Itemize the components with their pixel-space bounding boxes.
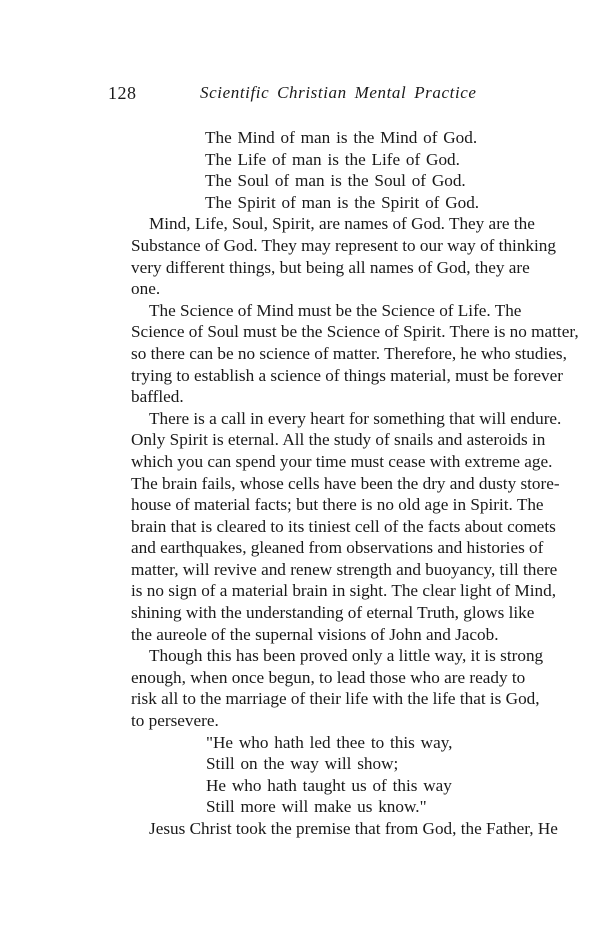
text-line: the aureole of the supernal visions of John and Jacob. (131, 624, 499, 644)
text-line: Mind, Life, Soul, Spirit, are names of God. They are the (149, 214, 535, 234)
text-line: risk all to the marriage of their life with the life that is God, (131, 689, 540, 709)
verse-line: Still more will make us know." (206, 797, 427, 817)
text-line: one. (131, 279, 161, 299)
text-line: The Science of Mind must be the Science of Life. The (149, 300, 522, 320)
text-line: brain that is cleared to its tiniest cell of the facts about comets (131, 516, 556, 536)
paragraph-names-of-god (113, 213, 556, 299)
text-line: house of material facts; but there is no old age in Spirit. The (131, 495, 544, 515)
book-title: Scientific Christian Mental Practice (200, 83, 477, 102)
paragraph-jesus-christ (113, 818, 558, 840)
paragraph-science-of-mind (113, 300, 579, 408)
text-line: is no sign of a material brain in sight. The clear light of Mind, (131, 581, 556, 601)
text-line: The brain fails, whose cells have been the dry and dusty store- (131, 473, 560, 493)
verse-line: He who hath taught us of this way (206, 775, 452, 795)
text-line: so there can be no science of matter. Therefore, he who studies, (131, 343, 567, 363)
verse-line: The Soul of man is the Soul of God. (205, 171, 466, 191)
page-number: 128 (108, 83, 137, 103)
verse-line: The Life of man is the Life of God. (205, 149, 460, 169)
text-line: Only Spirit is eternal. All the study of snails and asteroids in (131, 430, 546, 450)
verse-line: Still on the way will show; (206, 754, 399, 774)
text-line: Science of Soul must be the Science of Spirit. There is no matter, (131, 322, 579, 342)
text-line: which you can spend your time must cease with extreme age. (131, 451, 553, 471)
verse-line: The Spirit of man is the Spirit of God. (205, 192, 480, 212)
verse-hymn-quote (113, 732, 518, 818)
text-line: Jesus Christ took the premise that from God, the Father, He (149, 819, 558, 838)
text-line: Substance of God. They may represent to our way of thinking (131, 235, 556, 255)
text-line: trying to establish a science of things material, must be forever (131, 365, 563, 385)
verse-line: The Mind of man is the Mind of God. (205, 128, 478, 147)
running-head (108, 83, 518, 107)
text-line: matter, will revive and renew strength and buoyancy, till there (131, 559, 558, 579)
text-line: enough, when once begun, to lead those who are ready to (131, 667, 526, 687)
verse-line: "He who hath led thee to this way, (206, 732, 453, 752)
text-line: Though this has been proved only a little way, it is strong (149, 646, 544, 666)
text-line: and earthquakes, gleaned from observations and histories of (131, 538, 544, 558)
paragraph-persevere (113, 645, 544, 731)
body-text (113, 127, 579, 840)
verse-god-names (113, 127, 518, 213)
text-line: There is a call in every heart for something that will endure. (149, 408, 562, 428)
text-line: to persevere. (131, 711, 219, 731)
text-line: very different things, but being all names of God, they are (131, 257, 530, 277)
text-line: baffled. (131, 387, 184, 407)
text-line: shining with the understanding of eternal Truth, glows like (131, 603, 535, 623)
paragraph-call-to-endure (113, 408, 562, 646)
